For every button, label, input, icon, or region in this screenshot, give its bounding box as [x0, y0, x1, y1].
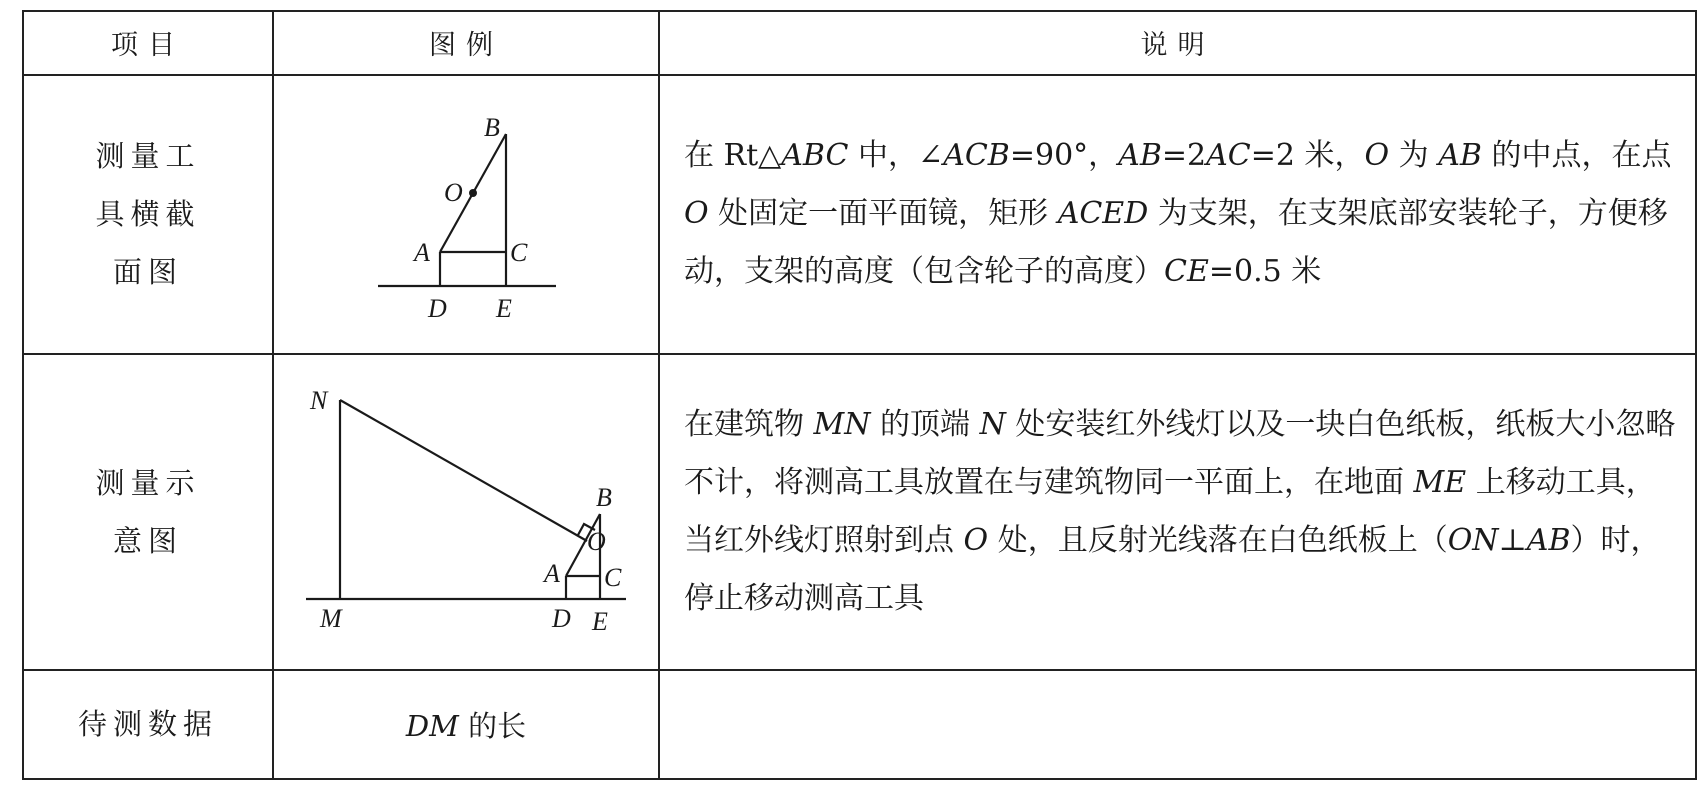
row1-item-line: 测量工: [95, 139, 201, 174]
table-row-data: [23, 670, 1696, 779]
label-M: M: [320, 603, 342, 633]
row2-desc-text: [684, 396, 1679, 628]
desc-text: =2: [1161, 138, 1207, 174]
label-D: D: [552, 603, 571, 633]
desc-math: AC: [1206, 138, 1251, 174]
desc-text: =0.5 米: [1208, 254, 1322, 290]
row2-item-cell: [23, 354, 273, 670]
row3-item-cell: 待测数据: [23, 670, 273, 779]
desc-math: O: [684, 196, 709, 232]
desc-text: 上移动工具，当红外线灯照射到点: [684, 464, 1656, 558]
label-O: O: [444, 177, 463, 207]
data-text: 的长: [458, 708, 527, 743]
table-row-cross-section: [23, 75, 1696, 354]
desc-text: 的顶端: [870, 406, 980, 442]
desc-math: ON: [1447, 522, 1499, 558]
label-A: A: [414, 237, 430, 267]
header-desc: 说明: [659, 11, 1696, 75]
desc-text: 处安装红外线灯以及一块白色纸板，纸板大小忽略不计，将测高工具放置在与建筑物同一平面上，在地面: [684, 406, 1676, 500]
row2-desc-cell: [659, 354, 1696, 670]
measurement-table: [22, 10, 1697, 780]
label-C: C: [510, 237, 528, 267]
label-A: A: [544, 558, 560, 588]
desc-text: 为: [1389, 138, 1439, 174]
row1-item-line: 面图: [112, 255, 183, 290]
label-O: O: [587, 526, 606, 556]
row1-desc-text: [684, 127, 1679, 301]
label-E: E: [496, 293, 512, 323]
label-B: B: [484, 112, 500, 142]
desc-text: 处固定一面平面镜，矩形: [708, 196, 1058, 232]
label-E: E: [592, 606, 608, 636]
desc-text: 处，且反射光线落在白色纸板上（: [988, 522, 1448, 558]
desc-math: CE: [1164, 254, 1209, 290]
label-C: C: [604, 562, 622, 592]
desc-text: 为支架，在支架底部安装轮子，方便移动，支架的高度（包含轮子的高度）: [684, 196, 1668, 290]
row1-figure-cell: [273, 75, 659, 354]
row3-data-cell: [273, 670, 659, 779]
desc-math: O: [963, 522, 989, 558]
desc-math: AB: [1526, 522, 1571, 558]
desc-text: 在建筑物: [684, 406, 814, 442]
table-header-row: [23, 11, 1696, 75]
label-B: B: [596, 482, 612, 512]
row3-desc-cell: [659, 670, 1696, 779]
ray-NO: [340, 400, 587, 541]
label-D: D: [428, 293, 447, 323]
point-O-dot: [469, 189, 477, 197]
cross-section-figure: [274, 84, 660, 341]
data-var: DM: [405, 708, 459, 743]
desc-math: ABC: [781, 138, 849, 174]
row1-desc-cell: [659, 75, 1696, 354]
desc-math: MN: [813, 406, 871, 442]
desc-math: AB: [1438, 138, 1482, 174]
table-row-schematic: [23, 354, 1696, 670]
desc-math: O: [1364, 138, 1390, 174]
header-item: 项目: [23, 11, 273, 75]
row2-item-line: 意图: [112, 523, 183, 558]
row1-item-cell: [23, 75, 273, 354]
desc-math: ACED: [1057, 196, 1149, 232]
row1-item-line: 具横截: [95, 197, 201, 232]
desc-math: ME: [1413, 464, 1467, 500]
desc-text: 在 Rt△: [684, 138, 782, 174]
desc-math: AB: [1118, 138, 1162, 174]
desc-text: =90°，: [1009, 138, 1119, 174]
desc-text: ）时，停止移动测高工具: [684, 522, 1661, 616]
desc-text: ⊥: [1498, 522, 1527, 558]
label-N: N: [310, 385, 328, 415]
header-legend: 图例: [273, 11, 659, 75]
row2-item-line: 测量示: [95, 465, 201, 500]
desc-math: N: [979, 406, 1006, 442]
schematic-figure: [274, 364, 660, 656]
desc-text: 的中点，在点: [1481, 138, 1672, 174]
desc-math: ACB: [943, 138, 1010, 174]
row2-figure-cell: [273, 354, 659, 670]
desc-text: =2 米，: [1250, 138, 1365, 174]
desc-text: 中，∠: [848, 138, 944, 174]
